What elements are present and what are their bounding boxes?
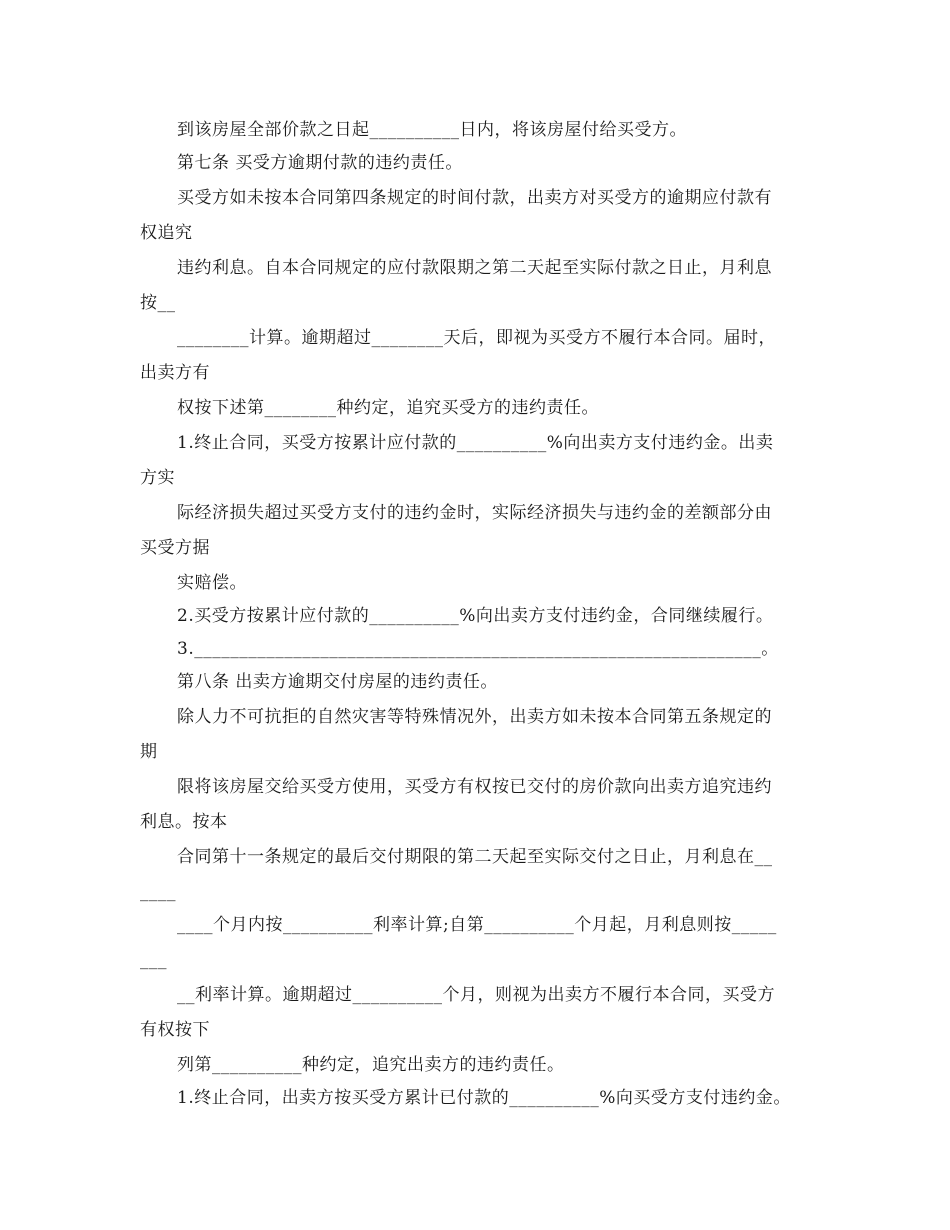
text-line: 2.买受方按累计应付款的__________%向出卖方支付违约金，合同继续履行。 [177, 606, 774, 626]
text-line: 期 [140, 742, 158, 762]
text-line: 限将该房屋交给买受方使用，买受方有权按已交付的房价款向出卖方追究违约 [177, 777, 772, 797]
text-line: 买受方如未按本合同第四条规定的时间付款，出卖方对买受方的逾期应付款有 [177, 188, 772, 208]
text-line: 到该房屋全部价款之日起__________日内，将该房屋付给买受方。 [177, 120, 687, 140]
text-line: 实赔偿。 [177, 573, 247, 593]
text-line: 买受方据 [140, 538, 210, 558]
text-line: ____ [140, 882, 176, 902]
text-line: 3._______________________________________________________________。 [177, 639, 779, 659]
text-line: 除人力不可抗拒的自然灾害等特殊情况外，出卖方如未按本合同第五条规定的 [177, 707, 772, 727]
text-line: 1.终止合同，买受方按累计应付款的__________%向出卖方支付违约金。出卖 [177, 433, 774, 453]
text-line: 有权按下 [140, 1020, 210, 1040]
text-line: 列第__________种约定，追究出卖方的违约责任。 [177, 1055, 565, 1075]
text-line: 方实 [140, 468, 175, 488]
article-heading: 第八条 出卖方逾期交付房屋的违约责任。 [177, 672, 498, 692]
text-line: 权按下述第________种约定，追究买受方的违约责任。 [177, 398, 599, 418]
text-line: 出卖方有 [140, 363, 210, 383]
text-line: 按__ [140, 293, 176, 313]
text-line: ________计算。逾期超过________天后，即视为买受方不履行本合同。届时， [177, 328, 776, 348]
text-line: 际经济损失超过买受方支付的违约金时，实际经济损失与违约金的差额部分由 [177, 503, 772, 523]
text-line: 利息。按本 [140, 812, 228, 832]
text-line: __利率计算。逾期超过__________个月，则视为出卖方不履行本合同，买受方 [177, 985, 775, 1005]
text-line: 违约利息。自本合同规定的应付款限期之第二天起至实际付款之日止，月利息 [177, 258, 772, 278]
text-line: 1.终止合同，出卖方按买受方累计已付款的__________%向买受方支付违约金。 [177, 1088, 791, 1108]
text-line: ____个月内按__________利率计算;自第__________个月起，月利息则按_____ [177, 915, 777, 935]
article-heading: 第七条 买受方逾期付款的违约责任。 [177, 153, 463, 173]
text-line: 合同第十一条规定的最后交付期限的第二天起至实际交付之日止，月利息在__ [177, 847, 773, 867]
text-line: 权追究 [140, 223, 193, 243]
text-line: ___ [140, 950, 167, 970]
